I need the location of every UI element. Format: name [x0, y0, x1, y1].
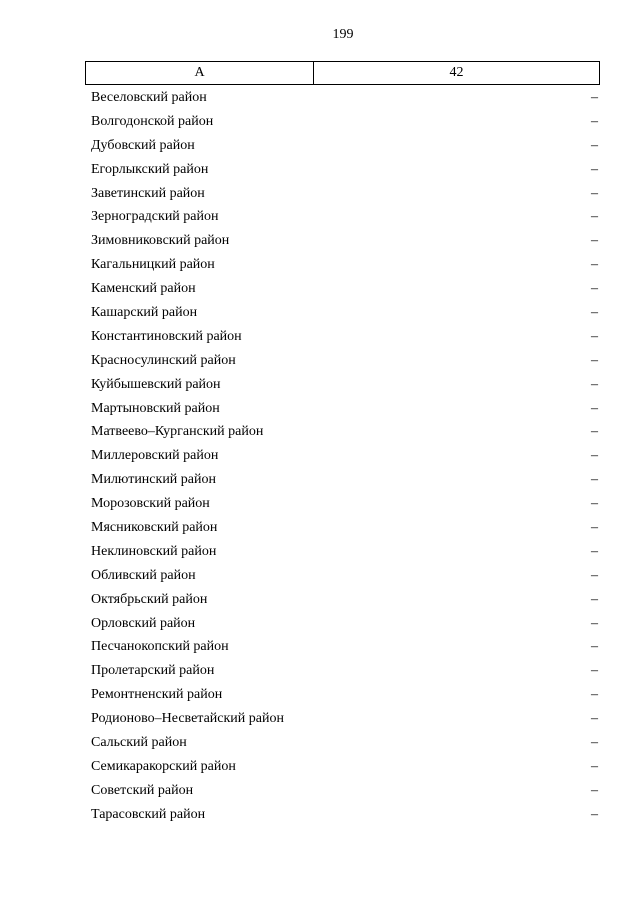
table-row — [85, 229, 600, 253]
district-name: Орловский район — [91, 615, 196, 631]
district-name: Родионово–Несветайский район — [91, 711, 284, 727]
district-value: – — [591, 543, 598, 559]
district-value: – — [591, 328, 598, 344]
page-number: 199 — [332, 27, 354, 42]
district-name: Красносулинский район — [91, 352, 236, 368]
district-value: – — [591, 185, 598, 201]
table-row — [85, 205, 600, 229]
district-name: Егорлыкский район — [91, 161, 209, 177]
table-row — [85, 564, 600, 588]
district-value: – — [591, 448, 598, 464]
district-value: – — [591, 591, 598, 607]
district-value: – — [591, 639, 598, 655]
table-row — [85, 803, 600, 827]
district-value: – — [591, 615, 598, 631]
district-name: Пролетарский район — [91, 663, 215, 679]
district-name: Дубовский район — [91, 137, 195, 153]
district-value: – — [591, 806, 598, 822]
table-row — [85, 277, 600, 301]
column-header-42: 42 — [314, 62, 600, 85]
table-row — [85, 110, 600, 134]
table-row — [85, 182, 600, 206]
district-name: Мясниковский район — [91, 519, 218, 535]
column-header-a: А — [86, 62, 314, 85]
district-value: – — [591, 734, 598, 750]
table-row — [85, 253, 600, 277]
table-row — [85, 755, 600, 779]
table-row — [85, 134, 600, 158]
district-name: Песчанокопский район — [91, 639, 229, 655]
table-row — [85, 158, 600, 182]
district-name: Морозовский район — [91, 496, 210, 512]
table-row — [85, 659, 600, 683]
table-row — [85, 635, 600, 659]
table-row — [85, 683, 600, 707]
table-row — [85, 420, 600, 444]
table-row — [85, 707, 600, 731]
table-row — [85, 492, 600, 516]
district-name: Зерноградский район — [91, 209, 219, 225]
district-value: – — [591, 376, 598, 392]
district-value: – — [591, 711, 598, 727]
header-row — [86, 62, 600, 85]
district-value: – — [591, 472, 598, 488]
district-value: – — [591, 113, 598, 129]
district-name: Зимовниковский район — [91, 233, 230, 249]
table-row — [85, 301, 600, 325]
table-row — [85, 779, 600, 803]
district-value: – — [591, 233, 598, 249]
district-name: Мартыновский район — [91, 400, 220, 416]
table-body — [85, 86, 600, 827]
district-value: – — [591, 519, 598, 535]
district-name: Семикаракорский район — [91, 758, 236, 774]
district-value: – — [591, 400, 598, 416]
table-row — [85, 468, 600, 492]
district-value: – — [591, 352, 598, 368]
district-value: – — [591, 758, 598, 774]
district-value: – — [591, 89, 598, 105]
district-name: Миллеровский район — [91, 448, 219, 464]
district-name: Советский район — [91, 782, 194, 798]
district-name: Кашарский район — [91, 304, 198, 320]
district-value: – — [591, 687, 598, 703]
district-value: – — [591, 257, 598, 273]
table-row — [85, 444, 600, 468]
district-name: Неклиновский район — [91, 543, 217, 559]
table-row — [85, 397, 600, 421]
district-name: Обливский район — [91, 567, 196, 583]
district-name: Каменский район — [91, 281, 196, 297]
district-name: Милютинский район — [91, 472, 217, 488]
table-row — [85, 86, 600, 110]
district-value: – — [591, 209, 598, 225]
district-value: – — [591, 304, 598, 320]
table-row — [85, 612, 600, 636]
district-name: Ремонтненский район — [91, 687, 223, 703]
table-row — [85, 540, 600, 564]
table-row — [85, 373, 600, 397]
district-value: – — [591, 281, 598, 297]
district-name: Куйбышевский район — [91, 376, 221, 392]
table-row — [85, 588, 600, 612]
district-name: Волгодонской район — [91, 113, 214, 129]
district-value: – — [591, 424, 598, 440]
table-row — [85, 325, 600, 349]
district-value: – — [591, 137, 598, 153]
table-row — [85, 349, 600, 373]
table-row — [85, 731, 600, 755]
district-name: Заветинский район — [91, 185, 205, 201]
district-value: – — [591, 663, 598, 679]
district-name: Веселовский район — [91, 89, 207, 105]
table-header — [85, 61, 600, 85]
district-value: – — [591, 782, 598, 798]
district-name: Сальский район — [91, 734, 187, 750]
district-name: Матвеево–Курганский район — [91, 424, 264, 440]
district-value: – — [591, 161, 598, 177]
district-value: – — [591, 567, 598, 583]
district-name: Кагальницкий район — [91, 257, 215, 273]
table-row — [85, 516, 600, 540]
district-name: Константиновский район — [91, 328, 242, 344]
district-value: – — [591, 496, 598, 512]
district-name: Тарасовский район — [91, 806, 206, 822]
district-name: Октябрьский район — [91, 591, 208, 607]
